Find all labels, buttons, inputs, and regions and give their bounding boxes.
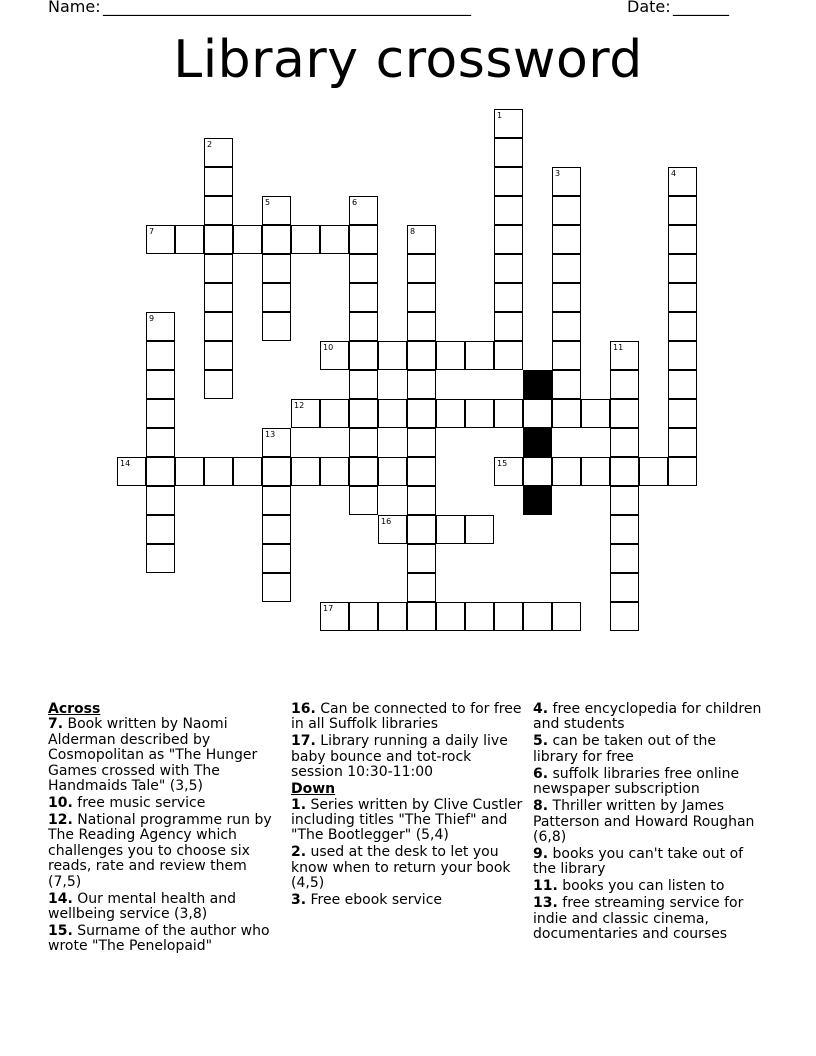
- grid-cell[interactable]: [407, 544, 436, 573]
- grid-cell[interactable]: [610, 544, 639, 573]
- grid-cell[interactable]: [146, 515, 175, 544]
- grid-cell[interactable]: [494, 138, 523, 167]
- grid-cell[interactable]: [233, 225, 262, 254]
- grid-cell[interactable]: [291, 225, 320, 254]
- clue-text: Our mental health and wellbeing service (3,8): [48, 890, 236, 923]
- grid-cell[interactable]: [552, 167, 581, 196]
- clues-column-2: [291, 702, 523, 910]
- grid-cell[interactable]: [552, 196, 581, 225]
- cell-number: 17: [323, 604, 334, 613]
- grid-cell[interactable]: [407, 370, 436, 399]
- cell-number: 7: [149, 227, 155, 236]
- clue-text: Can be connected to for free in all Suffolk libraries: [291, 701, 522, 733]
- grid-cell[interactable]: [204, 254, 233, 283]
- grid-cell[interactable]: [610, 370, 639, 399]
- across-heading: Across: [48, 701, 101, 717]
- grid-cell[interactable]: [436, 399, 465, 428]
- black-cell: [523, 486, 552, 515]
- clue-text: Free ebook service: [306, 892, 443, 909]
- clue-text: can be taken out of the library for free: [533, 733, 716, 765]
- grid-cell[interactable]: [552, 602, 581, 631]
- cell-number: 8: [410, 227, 416, 236]
- cell-number: 5: [265, 198, 271, 207]
- clue-item: [533, 799, 765, 845]
- clue-item: [48, 924, 280, 955]
- clue-item: [48, 892, 280, 923]
- grid-cell[interactable]: [407, 225, 436, 254]
- grid-cell[interactable]: [465, 602, 494, 631]
- clue-number: 5.: [533, 733, 549, 750]
- grid-cell[interactable]: [610, 573, 639, 602]
- clue-number: 17.: [291, 733, 316, 750]
- grid-cell[interactable]: [610, 428, 639, 457]
- grid-cell[interactable]: [349, 428, 378, 457]
- grid-cell[interactable]: [581, 399, 610, 428]
- grid-cell[interactable]: [146, 428, 175, 457]
- grid-cell[interactable]: [668, 457, 697, 486]
- grid-cell[interactable]: [204, 457, 233, 486]
- grid-cell[interactable]: [291, 457, 320, 486]
- grid-cell[interactable]: [262, 544, 291, 573]
- cell-number: 15: [497, 459, 508, 468]
- grid-cell[interactable]: [407, 254, 436, 283]
- clue-number: 8.: [533, 798, 549, 815]
- grid-cell[interactable]: [668, 196, 697, 225]
- grid-cell[interactable]: [262, 283, 291, 312]
- clue-number: 2.: [291, 844, 307, 861]
- clue-number: 16.: [291, 701, 316, 717]
- grid-cell[interactable]: [668, 312, 697, 341]
- clue-item: [533, 847, 765, 878]
- clue-number: 1.: [291, 796, 307, 813]
- clue-text: free streaming service for indie and classic cinema, documentaries and courses: [533, 895, 744, 943]
- grid-cell[interactable]: [349, 486, 378, 515]
- clue-text: free encyclopedia for children and students: [533, 701, 762, 733]
- grid-cell[interactable]: [291, 399, 320, 428]
- grid-cell[interactable]: [407, 399, 436, 428]
- grid-cell[interactable]: [204, 283, 233, 312]
- grid-cell[interactable]: [668, 225, 697, 254]
- clue-number: 15.: [48, 923, 73, 940]
- cell-number: 10: [323, 343, 334, 352]
- grid-cell[interactable]: [407, 341, 436, 370]
- clue-text: books you can't take out of the library: [533, 846, 744, 878]
- grid-cell[interactable]: [349, 399, 378, 428]
- grid-cell[interactable]: [349, 254, 378, 283]
- grid-cell[interactable]: [581, 457, 610, 486]
- grid-cell[interactable]: [668, 167, 697, 196]
- clue-text: suffolk libraries free online newspaper subscription: [533, 765, 740, 798]
- grid-cell[interactable]: [552, 370, 581, 399]
- clue-number: 9.: [533, 846, 549, 863]
- clue-item: [48, 717, 280, 794]
- grid-cell[interactable]: [349, 370, 378, 399]
- grid-cell[interactable]: [494, 225, 523, 254]
- grid-cell[interactable]: [523, 457, 552, 486]
- grid-cell[interactable]: [146, 312, 175, 341]
- grid-cell[interactable]: [668, 341, 697, 370]
- clue-item: [533, 734, 765, 765]
- grid-cell[interactable]: [146, 399, 175, 428]
- grid-cell[interactable]: [378, 457, 407, 486]
- grid-cell[interactable]: [204, 196, 233, 225]
- grid-cell[interactable]: [494, 254, 523, 283]
- clue-text: National programme run by The Reading Agency which challenges you to choose six reads, rate and review them (7,5): [48, 812, 272, 890]
- clue-item: [533, 896, 765, 942]
- grid-cell[interactable]: [262, 225, 291, 254]
- grid-cell[interactable]: [262, 428, 291, 457]
- grid-cell[interactable]: [552, 457, 581, 486]
- clue-number: 14.: [48, 890, 73, 907]
- grid-cell[interactable]: [668, 370, 697, 399]
- grid-cell[interactable]: [378, 341, 407, 370]
- grid-cell[interactable]: [378, 602, 407, 631]
- grid-cell[interactable]: [349, 457, 378, 486]
- clues-column-1: [48, 702, 280, 956]
- clue-item: [291, 702, 523, 733]
- cell-number: 3: [555, 169, 561, 178]
- grid-cell[interactable]: [262, 312, 291, 341]
- clue-item: [291, 893, 523, 908]
- grid-cell[interactable]: [610, 341, 639, 370]
- clue-number: 10.: [48, 795, 73, 812]
- clue-item: [48, 796, 280, 811]
- grid-cell[interactable]: [494, 283, 523, 312]
- grid-cell[interactable]: [668, 254, 697, 283]
- grid-cell[interactable]: [465, 399, 494, 428]
- clue-text: Book written by Naomi Alderman described by Cosmopolitan as "The Hunger Games crossed with The Handmaids Tale" (3,5): [48, 716, 258, 795]
- cell-number: 13: [265, 430, 276, 439]
- grid-cell[interactable]: [407, 457, 436, 486]
- grid-cell[interactable]: [262, 457, 291, 486]
- grid-cell[interactable]: [552, 312, 581, 341]
- clue-number: 4.: [533, 701, 549, 717]
- grid-cell[interactable]: [378, 515, 407, 544]
- grid-cell[interactable]: [175, 457, 204, 486]
- grid-cell[interactable]: [349, 341, 378, 370]
- grid-cell[interactable]: [349, 225, 378, 254]
- cell-number: 9: [149, 314, 155, 323]
- grid-cell[interactable]: [146, 225, 175, 254]
- grid-cell[interactable]: [610, 515, 639, 544]
- grid-cell[interactable]: [175, 225, 204, 254]
- grid-cell[interactable]: [233, 457, 262, 486]
- grid-cell[interactable]: [146, 486, 175, 515]
- name-field[interactable]: ______________________________________________: [103, 0, 471, 16]
- grid-cell[interactable]: [552, 225, 581, 254]
- grid-cell[interactable]: [262, 254, 291, 283]
- grid-cell[interactable]: [262, 196, 291, 225]
- grid-cell[interactable]: [610, 486, 639, 515]
- grid-cell[interactable]: [494, 341, 523, 370]
- grid-cell[interactable]: [378, 399, 407, 428]
- grid-cell[interactable]: [146, 370, 175, 399]
- grid-cell[interactable]: [407, 283, 436, 312]
- clue-text: Library running a daily live baby bounce and tot-rock session 10:30-11:00: [291, 733, 508, 781]
- grid-cell[interactable]: [494, 312, 523, 341]
- cell-number: 1: [497, 111, 503, 120]
- page-title: Library crossword: [173, 30, 643, 90]
- grid-cell[interactable]: [610, 602, 639, 631]
- grid-cell[interactable]: [407, 312, 436, 341]
- grid-cell[interactable]: [552, 283, 581, 312]
- grid-cell[interactable]: [494, 457, 523, 486]
- grid-cell[interactable]: [494, 109, 523, 138]
- grid-cell[interactable]: [349, 312, 378, 341]
- clue-item: [533, 702, 765, 733]
- grid-cell[interactable]: [349, 602, 378, 631]
- grid-cell[interactable]: [320, 602, 349, 631]
- clue-number: 12.: [48, 812, 73, 829]
- grid-cell[interactable]: [146, 544, 175, 573]
- grid-cell[interactable]: [668, 283, 697, 312]
- clue-text: Surname of the author who wrote "The Penelopaid": [48, 923, 270, 955]
- black-cell: [523, 428, 552, 457]
- name-label: Name:: [48, 0, 101, 16]
- grid-cell[interactable]: [320, 399, 349, 428]
- grid-cell[interactable]: [204, 225, 233, 254]
- clue-item: [48, 813, 280, 890]
- clue-text: Thriller written by James Patterson and Howard Roughan (6,8): [533, 798, 755, 846]
- clue-number: 7.: [48, 716, 64, 733]
- cell-number: 16: [381, 517, 392, 526]
- clue-item: [533, 767, 765, 798]
- grid-cell[interactable]: [204, 138, 233, 167]
- grid-cell[interactable]: [262, 515, 291, 544]
- grid-cell[interactable]: [552, 254, 581, 283]
- grid-cell[interactable]: [204, 167, 233, 196]
- clue-item: [291, 734, 523, 780]
- clue-text: used at the desk to let you know when to return your book (4,5): [291, 844, 511, 892]
- clue-number: 13.: [533, 895, 558, 912]
- cell-number: 4: [671, 169, 677, 178]
- clue-number: 6.: [533, 765, 549, 782]
- across-clue-list: [291, 702, 523, 781]
- grid-cell[interactable]: [436, 341, 465, 370]
- grid-cell[interactable]: [465, 341, 494, 370]
- grid-cell[interactable]: [349, 283, 378, 312]
- grid-cell[interactable]: [146, 341, 175, 370]
- grid-cell[interactable]: [668, 428, 697, 457]
- grid-cell[interactable]: [552, 341, 581, 370]
- grid-cell[interactable]: [117, 457, 146, 486]
- grid-cell[interactable]: [407, 573, 436, 602]
- clue-number: 11.: [533, 878, 558, 895]
- grid-cell[interactable]: [552, 399, 581, 428]
- grid-cell[interactable]: [523, 602, 552, 631]
- grid-cell[interactable]: [320, 457, 349, 486]
- grid-cell[interactable]: [204, 312, 233, 341]
- cell-number: 12: [294, 401, 305, 410]
- grid-cell[interactable]: [349, 196, 378, 225]
- grid-cell[interactable]: [436, 515, 465, 544]
- down-clue-list: [291, 798, 523, 909]
- grid-cell[interactable]: [407, 515, 436, 544]
- grid-cell[interactable]: [523, 399, 552, 428]
- cell-number: 2: [207, 140, 213, 149]
- clue-text: free music service: [72, 795, 206, 812]
- down-clue-list: [533, 702, 765, 943]
- cell-number: 14: [120, 459, 131, 468]
- grid-cell[interactable]: [204, 341, 233, 370]
- grid-cell[interactable]: [436, 602, 465, 631]
- cell-number: 6: [352, 198, 358, 207]
- cell-number: 11: [613, 343, 624, 352]
- grid-cell[interactable]: [639, 457, 668, 486]
- black-cell: [523, 370, 552, 399]
- clue-item: [533, 879, 765, 894]
- clue-text: Series written by Clive Custler including titles "The Thief" and "The Bootlegger" (5,4): [291, 796, 523, 844]
- grid-cell[interactable]: [494, 196, 523, 225]
- clues-column-3: [533, 702, 765, 944]
- clue-item: [291, 845, 523, 891]
- grid-cell[interactable]: [407, 486, 436, 515]
- grid-cell[interactable]: [262, 573, 291, 602]
- grid-cell[interactable]: [146, 457, 175, 486]
- grid-cell[interactable]: [668, 399, 697, 428]
- across-clue-list: [48, 717, 280, 954]
- down-heading: Down: [291, 781, 336, 798]
- date-field[interactable]: _______: [673, 0, 729, 16]
- grid-cell[interactable]: [494, 167, 523, 196]
- grid-cell[interactable]: [494, 399, 523, 428]
- grid-cell[interactable]: [610, 457, 639, 486]
- grid-cell[interactable]: [494, 602, 523, 631]
- clue-item: [291, 798, 523, 844]
- date-label: Date:: [627, 0, 671, 16]
- grid-cell[interactable]: [407, 428, 436, 457]
- grid-cell[interactable]: [204, 370, 233, 399]
- grid-cell[interactable]: [320, 225, 349, 254]
- clue-text: books you can listen to: [557, 878, 725, 895]
- grid-cell[interactable]: [320, 341, 349, 370]
- grid-cell[interactable]: [465, 515, 494, 544]
- clue-number: 3.: [291, 892, 307, 909]
- grid-cell[interactable]: [262, 486, 291, 515]
- grid-cell[interactable]: [407, 602, 436, 631]
- grid-cell[interactable]: [610, 399, 639, 428]
